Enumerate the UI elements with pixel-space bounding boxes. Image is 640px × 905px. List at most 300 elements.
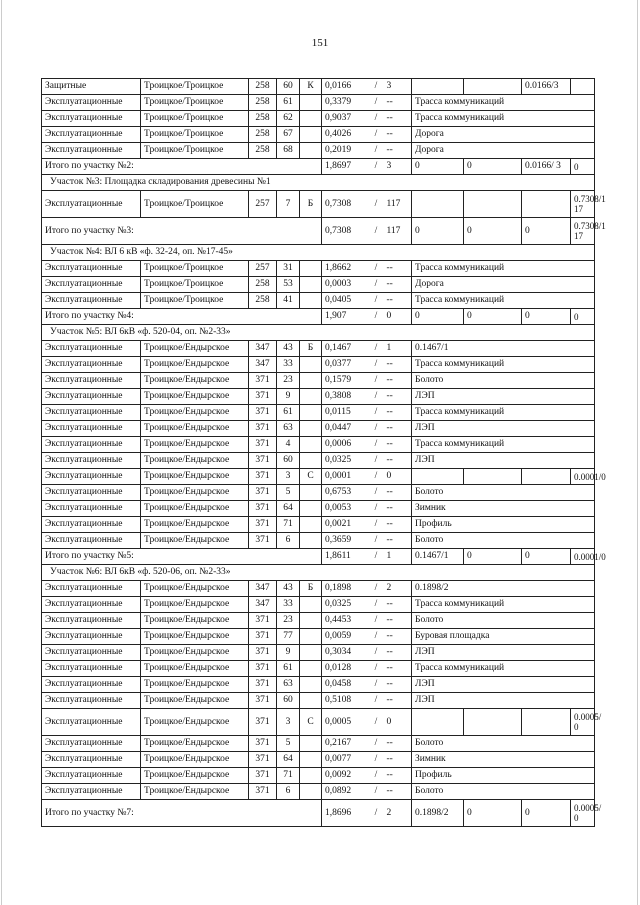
vydel-cell: 77 bbox=[277, 629, 300, 645]
forest-type-cell: Эксплуатационные bbox=[42, 784, 141, 800]
forest-type-cell: Эксплуатационные bbox=[42, 645, 141, 661]
kvartal-cell: 371 bbox=[249, 453, 277, 469]
area-cell: 0,0077 bbox=[322, 752, 366, 768]
table-row bbox=[42, 111, 595, 127]
category-cell bbox=[300, 784, 322, 800]
area-cell: 0,1898 bbox=[322, 581, 366, 597]
quantity-cell: 0 bbox=[387, 469, 412, 485]
area-cell: 0,9037 bbox=[322, 111, 366, 127]
purpose-cell bbox=[412, 709, 464, 736]
total-label: Итого по участку №5: bbox=[42, 549, 322, 565]
forest-type-cell: Эксплуатационные bbox=[42, 709, 141, 736]
scan-edge-right bbox=[637, 0, 638, 905]
kvartal-cell: 371 bbox=[249, 501, 277, 517]
quantity-cell: -- bbox=[387, 437, 412, 453]
forest-type-cell: Эксплуатационные bbox=[42, 501, 141, 517]
table-row bbox=[42, 784, 595, 800]
area-cell: 0,6753 bbox=[322, 485, 366, 501]
forest-type-cell: Эксплуатационные bbox=[42, 736, 141, 752]
settlement-cell: Троицкое/Ендырское bbox=[141, 405, 249, 421]
area-cell: 0,0447 bbox=[322, 421, 366, 437]
vydel-cell: 31 bbox=[277, 261, 300, 277]
settlement-cell: Троицкое/Ендырское bbox=[141, 693, 249, 709]
table-row bbox=[42, 469, 595, 485]
forest-type-cell: Эксплуатационные bbox=[42, 533, 141, 549]
vydel-cell: 23 bbox=[277, 373, 300, 389]
section-header-row bbox=[42, 175, 595, 191]
forest-type-cell: Эксплуатационные bbox=[42, 752, 141, 768]
vydel-cell: 6 bbox=[277, 533, 300, 549]
settlement-cell: Троицкое/Ендырское bbox=[141, 629, 249, 645]
slash-cell: / bbox=[366, 752, 387, 768]
quantity-cell: -- bbox=[387, 784, 412, 800]
total-slash: / bbox=[366, 549, 387, 565]
total-value-2: 0 bbox=[464, 800, 522, 827]
area-cell: 0,3379 bbox=[322, 95, 366, 111]
table-row bbox=[42, 191, 595, 218]
purpose-cell: Трасса коммуникаций bbox=[412, 661, 595, 677]
category-cell: С bbox=[300, 469, 322, 485]
vydel-cell: 60 bbox=[277, 453, 300, 469]
section-header-row bbox=[42, 565, 595, 581]
extra-cell-1 bbox=[464, 709, 522, 736]
table-row bbox=[42, 421, 595, 437]
quantity-cell: -- bbox=[387, 277, 412, 293]
area-cell: 0,5108 bbox=[322, 693, 366, 709]
settlement-cell: Троицкое/Ендырское bbox=[141, 661, 249, 677]
slash-cell: / bbox=[366, 405, 387, 421]
category-cell bbox=[300, 373, 322, 389]
forest-type-cell: Эксплуатационные bbox=[42, 469, 141, 485]
area-cell: 0,4453 bbox=[322, 613, 366, 629]
purpose-cell: Болото bbox=[412, 613, 595, 629]
kvartal-cell: 347 bbox=[249, 581, 277, 597]
purpose-cell bbox=[412, 79, 464, 95]
vydel-cell: 41 bbox=[277, 293, 300, 309]
category-cell bbox=[300, 693, 322, 709]
kvartal-cell: 371 bbox=[249, 485, 277, 501]
slash-cell: / bbox=[366, 501, 387, 517]
settlement-cell: Троицкое/Ендырское bbox=[141, 645, 249, 661]
settlement-cell: Троицкое/Ендырское bbox=[141, 752, 249, 768]
forest-type-cell: Эксплуатационные bbox=[42, 357, 141, 373]
quantity-cell: -- bbox=[387, 501, 412, 517]
category-cell: Б bbox=[300, 581, 322, 597]
settlement-cell: Троицкое/Троицкое bbox=[141, 277, 249, 293]
slash-cell: / bbox=[366, 191, 387, 218]
total-slash: / bbox=[366, 800, 387, 827]
total-label: Итого по участку №2: bbox=[42, 159, 322, 175]
kvartal-cell: 371 bbox=[249, 709, 277, 736]
purpose-cell: 0.1467/1 bbox=[412, 341, 595, 357]
settlement-cell: Троицкое/Ендырское bbox=[141, 373, 249, 389]
section-header: Участок №4: ВЛ 6 кВ «ф. 32-24, оп. №17-45» bbox=[42, 245, 595, 261]
total-value-4: 0 bbox=[571, 309, 595, 325]
purpose-cell: Трасса коммуникаций bbox=[412, 293, 595, 309]
vydel-cell: 60 bbox=[277, 79, 300, 95]
table-row bbox=[42, 597, 595, 613]
vydel-cell: 5 bbox=[277, 736, 300, 752]
kvartal-cell: 347 bbox=[249, 357, 277, 373]
section-header-row bbox=[42, 325, 595, 341]
category-cell bbox=[300, 421, 322, 437]
forest-type-cell: Эксплуатационные bbox=[42, 693, 141, 709]
slash-cell: / bbox=[366, 79, 387, 95]
category-cell bbox=[300, 736, 322, 752]
slash-cell: / bbox=[366, 581, 387, 597]
area-cell: 0,3034 bbox=[322, 645, 366, 661]
settlement-cell: Троицкое/Троицкое bbox=[141, 191, 249, 218]
purpose-cell: Болото bbox=[412, 736, 595, 752]
table-row bbox=[42, 709, 595, 736]
forest-type-cell: Эксплуатационные bbox=[42, 421, 141, 437]
forest-type-cell: Эксплуатационные bbox=[42, 581, 141, 597]
purpose-cell: ЛЭП bbox=[412, 421, 595, 437]
extra-cell-2 bbox=[522, 469, 571, 485]
extra-cell-2 bbox=[522, 709, 571, 736]
total-value-1: 0.1467/1 bbox=[412, 549, 464, 565]
forest-type-cell: Эксплуатационные bbox=[42, 261, 141, 277]
forest-type-cell: Эксплуатационные bbox=[42, 437, 141, 453]
quantity-cell: -- bbox=[387, 453, 412, 469]
area-cell: 0,0059 bbox=[322, 629, 366, 645]
quantity-cell: -- bbox=[387, 389, 412, 405]
forest-type-cell: Эксплуатационные bbox=[42, 661, 141, 677]
extra-cell-1 bbox=[464, 79, 522, 95]
kvartal-cell: 371 bbox=[249, 533, 277, 549]
slash-cell: / bbox=[366, 341, 387, 357]
total-value-1: 0.1898/2 bbox=[412, 800, 464, 827]
forest-type-cell: Эксплуатационные bbox=[42, 341, 141, 357]
category-cell bbox=[300, 453, 322, 469]
quantity-cell: -- bbox=[387, 373, 412, 389]
forest-plots-table bbox=[41, 78, 606, 827]
purpose-cell: Зимник bbox=[412, 501, 595, 517]
kvartal-cell: 371 bbox=[249, 613, 277, 629]
table-row bbox=[42, 661, 595, 677]
table-row bbox=[42, 357, 595, 373]
kvartal-cell: 371 bbox=[249, 469, 277, 485]
category-cell bbox=[300, 613, 322, 629]
kvartal-cell: 258 bbox=[249, 143, 277, 159]
area-cell: 1,8662 bbox=[322, 261, 366, 277]
settlement-cell: Троицкое/Троицкое bbox=[141, 127, 249, 143]
purpose-cell: ЛЭП bbox=[412, 453, 595, 469]
table-row bbox=[42, 389, 595, 405]
settlement-cell: Троицкое/Ендырское bbox=[141, 357, 249, 373]
table-row bbox=[42, 95, 595, 111]
settlement-cell: Троицкое/Ендырское bbox=[141, 437, 249, 453]
quantity-cell: -- bbox=[387, 768, 412, 784]
kvartal-cell: 257 bbox=[249, 261, 277, 277]
vydel-cell: 71 bbox=[277, 768, 300, 784]
category-cell bbox=[300, 768, 322, 784]
total-value-3: 0 bbox=[522, 309, 571, 325]
vydel-cell: 63 bbox=[277, 421, 300, 437]
purpose-cell: Трасса коммуникаций bbox=[412, 437, 595, 453]
slash-cell: / bbox=[366, 736, 387, 752]
category-cell bbox=[300, 533, 322, 549]
total-value-2: 0 bbox=[464, 218, 522, 245]
purpose-cell: Буровая площадка bbox=[412, 629, 595, 645]
kvartal-cell: 371 bbox=[249, 768, 277, 784]
area-cell: 0,0325 bbox=[322, 453, 366, 469]
quantity-cell: -- bbox=[387, 261, 412, 277]
page-number: 151 bbox=[311, 37, 329, 49]
category-cell bbox=[300, 485, 322, 501]
table-row bbox=[42, 517, 595, 533]
area-cell: 0,0892 bbox=[322, 784, 366, 800]
quantity-cell: -- bbox=[387, 143, 412, 159]
total-value-4: 0.0005/ 0 bbox=[571, 800, 595, 827]
extra-cell-3: 0.0005/ 0 bbox=[571, 709, 595, 736]
slash-cell: / bbox=[366, 768, 387, 784]
quantity-cell: -- bbox=[387, 736, 412, 752]
forest-type-cell: Эксплуатационные bbox=[42, 629, 141, 645]
quantity-cell: -- bbox=[387, 677, 412, 693]
extra-cell-1 bbox=[464, 469, 522, 485]
vydel-cell: 43 bbox=[277, 581, 300, 597]
purpose-cell: Дорога bbox=[412, 127, 595, 143]
purpose-cell: Трасса коммуникаций bbox=[412, 95, 595, 111]
table-row bbox=[42, 677, 595, 693]
purpose-cell: Трасса коммуникаций bbox=[412, 357, 595, 373]
kvartal-cell: 371 bbox=[249, 405, 277, 421]
total-value-2: 0 bbox=[464, 549, 522, 565]
category-cell bbox=[300, 127, 322, 143]
slash-cell: / bbox=[366, 357, 387, 373]
category-cell: Б bbox=[300, 341, 322, 357]
purpose-cell: Болото bbox=[412, 533, 595, 549]
purpose-cell: Болото bbox=[412, 485, 595, 501]
extra-cell-3 bbox=[571, 79, 595, 95]
quantity-cell: 3 bbox=[387, 79, 412, 95]
vydel-cell: 9 bbox=[277, 389, 300, 405]
table-row bbox=[42, 693, 595, 709]
category-cell bbox=[300, 261, 322, 277]
settlement-cell: Троицкое/Ендырское bbox=[141, 533, 249, 549]
purpose-cell: Дорога bbox=[412, 143, 595, 159]
total-value-2: 0 bbox=[464, 159, 522, 175]
total-label: Итого по участку №4: bbox=[42, 309, 322, 325]
quantity-cell: -- bbox=[387, 95, 412, 111]
extra-cell-1 bbox=[464, 191, 522, 218]
purpose-cell: Профиль bbox=[412, 517, 595, 533]
total-value-4: 0 bbox=[571, 159, 595, 175]
kvartal-cell: 258 bbox=[249, 293, 277, 309]
kvartal-cell: 371 bbox=[249, 645, 277, 661]
quantity-cell: -- bbox=[387, 645, 412, 661]
quantity-cell: -- bbox=[387, 517, 412, 533]
kvartal-cell: 371 bbox=[249, 421, 277, 437]
vydel-cell: 63 bbox=[277, 677, 300, 693]
total-value-4: 0.7308/1 17 bbox=[571, 218, 595, 245]
settlement-cell: Троицкое/Троицкое bbox=[141, 111, 249, 127]
settlement-cell: Троицкое/Ендырское bbox=[141, 341, 249, 357]
settlement-cell: Троицкое/Троицкое bbox=[141, 261, 249, 277]
vydel-cell: 43 bbox=[277, 341, 300, 357]
purpose-cell: Трасса коммуникаций bbox=[412, 111, 595, 127]
settlement-cell: Троицкое/Ендырское bbox=[141, 784, 249, 800]
category-cell bbox=[300, 111, 322, 127]
forest-type-cell: Эксплуатационные bbox=[42, 111, 141, 127]
category-cell bbox=[300, 629, 322, 645]
section-header: Участок №6: ВЛ 6кВ «ф. 520-06, оп. №2-33» bbox=[42, 565, 595, 581]
table-row bbox=[42, 752, 595, 768]
extra-cell-3: 0.7308/1 17 bbox=[571, 191, 595, 218]
quantity-cell: 0 bbox=[387, 709, 412, 736]
purpose-cell: Зимник bbox=[412, 752, 595, 768]
kvartal-cell: 347 bbox=[249, 341, 277, 357]
slash-cell: / bbox=[366, 389, 387, 405]
total-label: Итого по участку №7: bbox=[42, 800, 322, 827]
vydel-cell: 23 bbox=[277, 613, 300, 629]
area-cell: 0,0006 bbox=[322, 437, 366, 453]
area-cell: 0,0128 bbox=[322, 661, 366, 677]
category-cell bbox=[300, 405, 322, 421]
kvartal-cell: 371 bbox=[249, 517, 277, 533]
table-row bbox=[42, 405, 595, 421]
settlement-cell: Троицкое/Ендырское bbox=[141, 453, 249, 469]
purpose-cell: Профиль bbox=[412, 768, 595, 784]
forest-type-cell: Эксплуатационные bbox=[42, 768, 141, 784]
forest-type-cell: Эксплуатационные bbox=[42, 517, 141, 533]
area-cell: 0,0003 bbox=[322, 277, 366, 293]
area-cell: 0,2167 bbox=[322, 736, 366, 752]
settlement-cell: Троицкое/Ендырское bbox=[141, 677, 249, 693]
settlement-cell: Троицкое/Троицкое bbox=[141, 95, 249, 111]
total-area: 0,7308 bbox=[322, 218, 366, 245]
table-row bbox=[42, 373, 595, 389]
forest-type-cell: Эксплуатационные bbox=[42, 277, 141, 293]
table-row bbox=[42, 501, 595, 517]
total-label: Итого по участку №3: bbox=[42, 218, 322, 245]
total-row bbox=[42, 549, 595, 565]
forest-type-cell: Защитные bbox=[42, 79, 141, 95]
total-area: 1,8697 bbox=[322, 159, 366, 175]
settlement-cell: Троицкое/Ендырское bbox=[141, 581, 249, 597]
total-value-3: 0 bbox=[522, 549, 571, 565]
settlement-cell: Троицкое/Ендырское bbox=[141, 768, 249, 784]
table-row bbox=[42, 533, 595, 549]
total-row bbox=[42, 309, 595, 325]
section-header: Участок №5: ВЛ 6кВ «ф. 520-04, оп. №2-33» bbox=[42, 325, 595, 341]
slash-cell: / bbox=[366, 693, 387, 709]
vydel-cell: 4 bbox=[277, 437, 300, 453]
kvartal-cell: 347 bbox=[249, 597, 277, 613]
vydel-cell: 62 bbox=[277, 111, 300, 127]
total-row bbox=[42, 800, 595, 827]
kvartal-cell: 371 bbox=[249, 693, 277, 709]
table-row bbox=[42, 645, 595, 661]
settlement-cell: Троицкое/Ендырское bbox=[141, 421, 249, 437]
total-quantity: 0 bbox=[387, 309, 412, 325]
slash-cell: / bbox=[366, 453, 387, 469]
area-cell: 0,0405 bbox=[322, 293, 366, 309]
table-row bbox=[42, 453, 595, 469]
table-row bbox=[42, 277, 595, 293]
category-cell bbox=[300, 389, 322, 405]
scan-edge-left bbox=[1, 0, 2, 905]
kvartal-cell: 371 bbox=[249, 437, 277, 453]
quantity-cell: -- bbox=[387, 485, 412, 501]
area-cell: 0,1579 bbox=[322, 373, 366, 389]
kvartal-cell: 371 bbox=[249, 677, 277, 693]
forest-type-cell: Эксплуатационные bbox=[42, 127, 141, 143]
table-row bbox=[42, 127, 595, 143]
quantity-cell: 117 bbox=[387, 191, 412, 218]
kvartal-cell: 371 bbox=[249, 661, 277, 677]
total-slash: / bbox=[366, 309, 387, 325]
vydel-cell: 6 bbox=[277, 784, 300, 800]
slash-cell: / bbox=[366, 485, 387, 501]
slash-cell: / bbox=[366, 709, 387, 736]
quantity-cell: -- bbox=[387, 693, 412, 709]
section-header: Участок №3: Площадка складирования древесины №1 bbox=[42, 175, 595, 191]
purpose-cell: Трасса коммуникаций bbox=[412, 261, 595, 277]
forest-type-cell: Эксплуатационные bbox=[42, 405, 141, 421]
extra-cell-3: 0.0001/0 bbox=[571, 469, 595, 485]
table-row bbox=[42, 736, 595, 752]
total-area: 1,907 bbox=[322, 309, 366, 325]
category-cell bbox=[300, 661, 322, 677]
area-cell: 0,0005 bbox=[322, 709, 366, 736]
category-cell: Б bbox=[300, 191, 322, 218]
vydel-cell: 61 bbox=[277, 661, 300, 677]
forest-type-cell: Эксплуатационные bbox=[42, 597, 141, 613]
slash-cell: / bbox=[366, 127, 387, 143]
slash-cell: / bbox=[366, 533, 387, 549]
total-quantity: 3 bbox=[387, 159, 412, 175]
forest-type-cell: Эксплуатационные bbox=[42, 389, 141, 405]
quantity-cell: -- bbox=[387, 127, 412, 143]
settlement-cell: Троицкое/Ендырское bbox=[141, 485, 249, 501]
category-cell bbox=[300, 143, 322, 159]
settlement-cell: Троицкое/Ендырское bbox=[141, 389, 249, 405]
forest-type-cell: Эксплуатационные bbox=[42, 191, 141, 218]
slash-cell: / bbox=[366, 645, 387, 661]
vydel-cell: 64 bbox=[277, 501, 300, 517]
area-cell: 0,0325 bbox=[322, 597, 366, 613]
quantity-cell: 1 bbox=[387, 341, 412, 357]
quantity-cell: -- bbox=[387, 111, 412, 127]
vydel-cell: 64 bbox=[277, 752, 300, 768]
slash-cell: / bbox=[366, 597, 387, 613]
category-cell bbox=[300, 293, 322, 309]
category-cell bbox=[300, 677, 322, 693]
vydel-cell: 33 bbox=[277, 597, 300, 613]
area-cell: 0,2019 bbox=[322, 143, 366, 159]
quantity-cell: -- bbox=[387, 629, 412, 645]
area-cell: 0,0377 bbox=[322, 357, 366, 373]
slash-cell: / bbox=[366, 661, 387, 677]
vydel-cell: 33 bbox=[277, 357, 300, 373]
vydel-cell: 5 bbox=[277, 485, 300, 501]
table-row bbox=[42, 613, 595, 629]
settlement-cell: Троицкое/Троицкое bbox=[141, 143, 249, 159]
settlement-cell: Троицкое/Ендырское bbox=[141, 517, 249, 533]
slash-cell: / bbox=[366, 373, 387, 389]
total-row bbox=[42, 218, 595, 245]
purpose-cell: Болото bbox=[412, 784, 595, 800]
quantity-cell: -- bbox=[387, 597, 412, 613]
category-cell bbox=[300, 501, 322, 517]
quantity-cell: -- bbox=[387, 752, 412, 768]
slash-cell: / bbox=[366, 517, 387, 533]
slash-cell: / bbox=[366, 629, 387, 645]
quantity-cell: 2 bbox=[387, 581, 412, 597]
forest-type-cell: Эксплуатационные bbox=[42, 95, 141, 111]
